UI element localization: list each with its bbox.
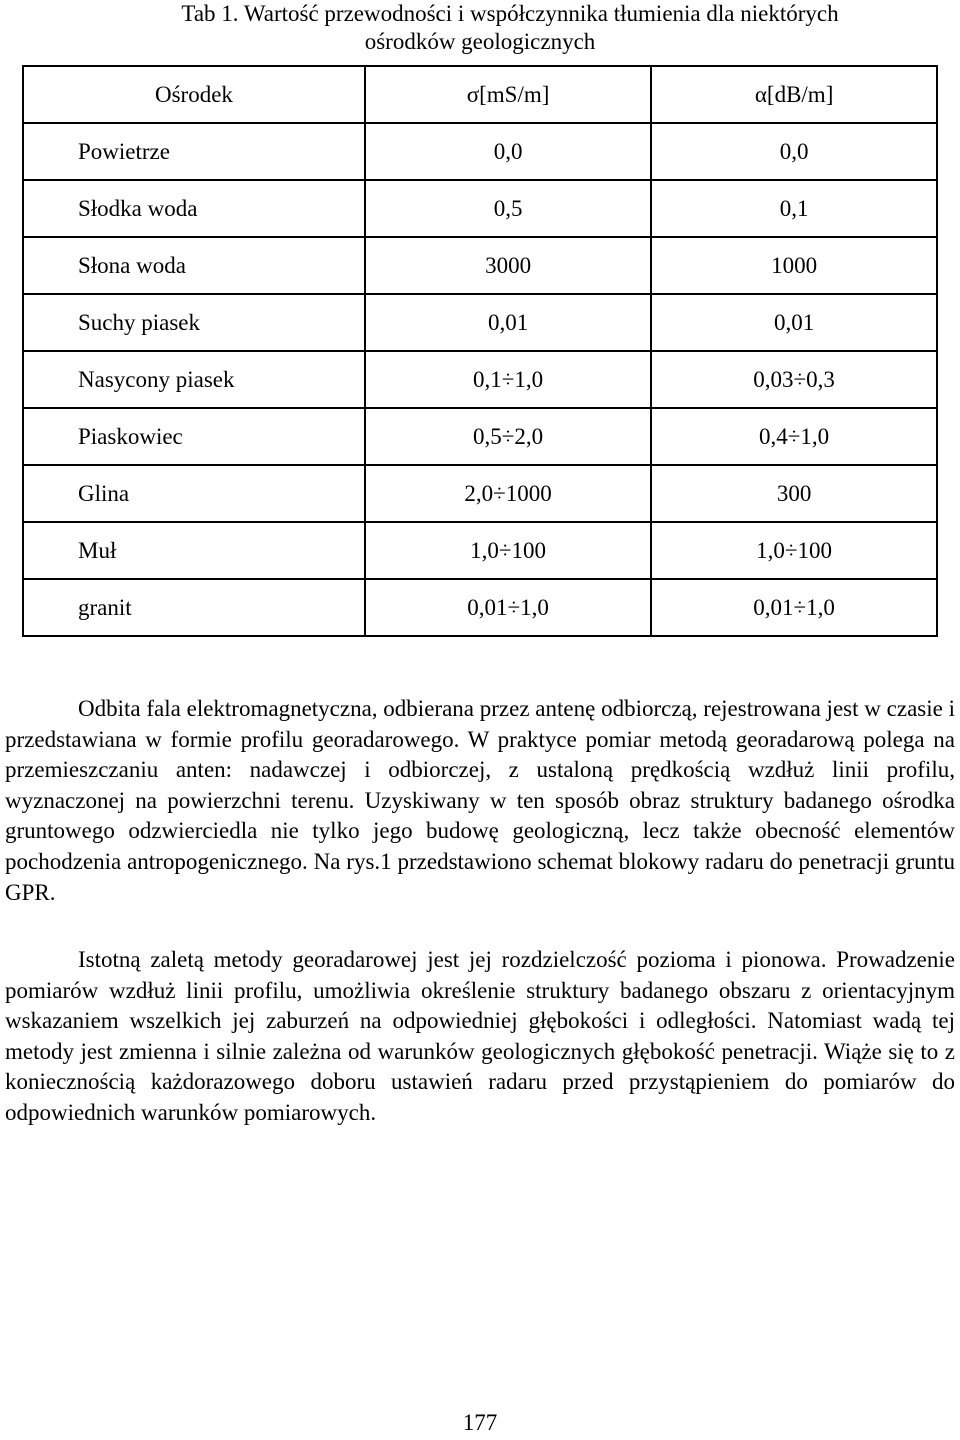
cell-medium: Muł [23, 522, 365, 579]
table-row [23, 351, 937, 408]
cell-conductivity: 2,0÷1000 [365, 465, 651, 522]
cell-attenuation: 0,03÷0,3 [651, 351, 937, 408]
cell-conductivity: 0,0 [365, 123, 651, 180]
cell-conductivity: 0,01 [365, 294, 651, 351]
caption-title-part-2: ośrodków geologicznych [364, 29, 596, 54]
cell-conductivity: 1,0÷100 [365, 522, 651, 579]
cell-attenuation: 0,01÷1,0 [651, 579, 937, 636]
cell-attenuation: 1,0÷100 [651, 522, 937, 579]
cell-attenuation: 0,1 [651, 180, 937, 237]
table-header-row [23, 66, 937, 123]
cell-medium: Piaskowiec [23, 408, 365, 465]
cell-attenuation: 0,01 [651, 294, 937, 351]
table-caption [0, 0, 960, 56]
cell-conductivity: 0,01÷1,0 [365, 579, 651, 636]
cell-medium: Słona woda [23, 237, 365, 294]
paragraph-gpr-advantages: Istotną zaletą metody georadarowej jest jej rozdzielczość pozioma i pionowa. Prowadzenie pomiarów wzdłuż linii profilu, umożliwia określenie struktury badanego obszaru z orientacyjnym wskazaniem wszelkich jej zaburzeń na odpowiedniej głębokości i odległości. Natomiast wadą tej metody jest zmienna i silnie zależna od warunków geologicznych głębokość penetracji. Wiąże się to z koniecznością każdorazowego doboru ustawień radaru przed przystąpieniem do pomiarów do odpowiednich warunków pomiarowych. [5, 947, 955, 1125]
paragraph-gpr-method: Odbita fala elektromagnetyczna, odbierana przez antenę odbiorczą, rejestrowana jest w czasie i przedstawiana w formie profilu georadarowego. W praktyce pomiar metodą georadarową polega na przemieszczaniu anten: nadawczej i odbiorczej, z ustaloną prędkością wzdłuż linii profilu, wyznaczonej na powierzchni terenu. Uzyskiwany w ten sposób obraz struktury badanego ośrodka gruntowego odzwierciedla nie tylko jego budowę geologiczną, lecz także obecność elementów pochodzenia antropogenicznego. Na rys.1 przedstawiono schemat blokowy radaru do penetracji gruntu GPR. [5, 696, 955, 905]
cell-conductivity: 0,5÷2,0 [365, 408, 651, 465]
table-row [23, 180, 937, 237]
cell-medium: Słodka woda [23, 180, 365, 237]
cell-medium: Glina [23, 465, 365, 522]
table-row [23, 123, 937, 180]
table-row [23, 522, 937, 579]
page-number: 177 [462, 1410, 498, 1435]
table-row [23, 294, 937, 351]
table-row [23, 465, 937, 522]
table-row [23, 579, 937, 636]
cell-conductivity: 0,5 [365, 180, 651, 237]
cell-attenuation: 0,4÷1,0 [651, 408, 937, 465]
cell-conductivity: 3000 [365, 237, 651, 294]
conductivity-table [22, 65, 938, 637]
table-row [23, 237, 937, 294]
cell-attenuation: 1000 [651, 237, 937, 294]
cell-attenuation: 300 [651, 465, 937, 522]
cell-medium: granit [23, 579, 365, 636]
caption-label: Tab 1. [181, 1, 239, 26]
table-row [23, 408, 937, 465]
header-conductivity: σ[mS/m] [365, 66, 651, 123]
cell-medium: Powietrze [23, 123, 365, 180]
header-attenuation: α[dB/m] [651, 66, 937, 123]
caption-line-1 [0, 0, 960, 28]
cell-conductivity: 0,1÷1,0 [365, 351, 651, 408]
header-medium: Ośrodek [23, 66, 365, 123]
cell-medium: Suchy piasek [23, 294, 365, 351]
cell-attenuation: 0,0 [651, 123, 937, 180]
caption-title-part-1: Wartość przewodności i współczynnika tłumienia dla niektórych [238, 1, 839, 26]
cell-medium: Nasycony piasek [23, 351, 365, 408]
